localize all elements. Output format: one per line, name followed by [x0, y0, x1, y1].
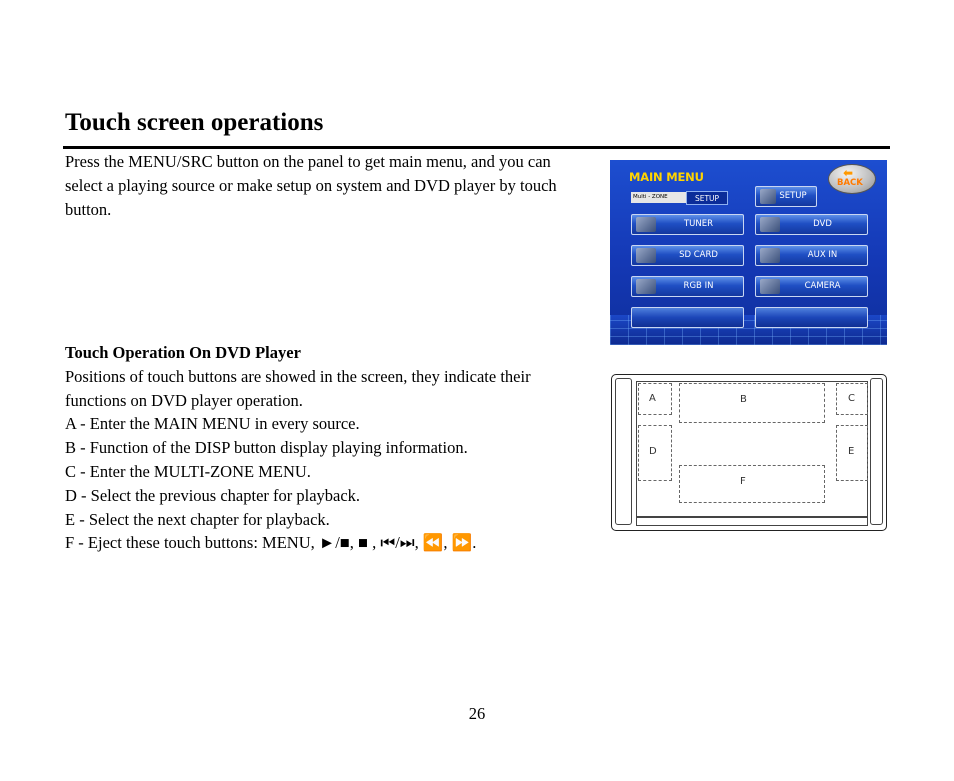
dvd-button[interactable]: DVD: [755, 214, 868, 235]
sd-card-icon: [636, 248, 656, 263]
touch-zone-e[interactable]: E: [836, 425, 868, 481]
dvd-touch-section: [65, 341, 595, 555]
touch-zone-d[interactable]: D: [638, 425, 672, 481]
touch-zone-b[interactable]: B: [679, 383, 825, 423]
rgb-cable-icon: [636, 279, 656, 294]
tuner-icon: [636, 217, 656, 232]
camera-button[interactable]: CAMERA: [755, 276, 868, 297]
touch-zone-a[interactable]: A: [638, 383, 672, 415]
back-label: BACK: [837, 178, 863, 188]
multizone-label: Multi - ZONE: [631, 192, 688, 203]
section-line: A - Enter the MAIN MENU in every source.: [65, 414, 360, 434]
device-bottom-bar: [636, 517, 868, 526]
rgb-in-button[interactable]: RGB IN: [631, 276, 744, 297]
touch-zone-c[interactable]: C: [836, 383, 868, 415]
setup-button[interactable]: SETUP: [755, 186, 817, 207]
tuner-button[interactable]: TUNER: [631, 214, 744, 235]
sd-card-button[interactable]: SD CARD: [631, 245, 744, 266]
title-rule: [63, 146, 890, 149]
section-line: E - Select the next chapter for playback.: [65, 509, 330, 529]
multizone-setup-button[interactable]: SETUP: [686, 191, 728, 205]
main-menu-title: MAIN MENU: [629, 170, 704, 184]
empty-button-right[interactable]: [755, 307, 868, 328]
section-line: D - Select the previous chapter for playback.: [65, 485, 361, 505]
disc-icon: [760, 217, 780, 232]
camera-icon: [760, 279, 780, 294]
touch-zone-f[interactable]: F: [679, 465, 825, 503]
section-line: C - Enter the MULTI-ZONE MENU.: [65, 461, 311, 481]
back-button[interactable]: [828, 164, 876, 194]
empty-button-left[interactable]: [631, 307, 744, 328]
main-menu-screenshot: [610, 160, 887, 345]
page-number: 26: [468, 704, 486, 723]
section-line: functions on DVD player operation.: [65, 390, 303, 410]
intro-paragraph: Press the MENU/SRC button on the panel to get main menu, and you can select a playing source or make setup on system and DVD player by touch button.: [65, 152, 557, 219]
touch-zone-diagram: [611, 374, 887, 531]
device-right-bezel: [870, 378, 883, 525]
section-line: Positions of touch buttons are showed in the screen, they indicate their: [65, 366, 531, 386]
page-title: Touch screen operations: [65, 109, 324, 136]
aux-in-button[interactable]: AUX IN: [755, 245, 868, 266]
section-heading: Touch Operation On DVD Player: [65, 343, 301, 362]
section-line: B - Function of the DISP button display playing information.: [65, 438, 468, 458]
back-arrow-icon: ⬅: [843, 166, 854, 180]
aux-plug-icon: [760, 248, 780, 263]
section-line: F - Eject these touch buttons: MENU, ►/■, ■ , ⏮/⏭, ⏪, ⏩.: [65, 533, 477, 553]
device-left-bezel: [615, 378, 632, 525]
